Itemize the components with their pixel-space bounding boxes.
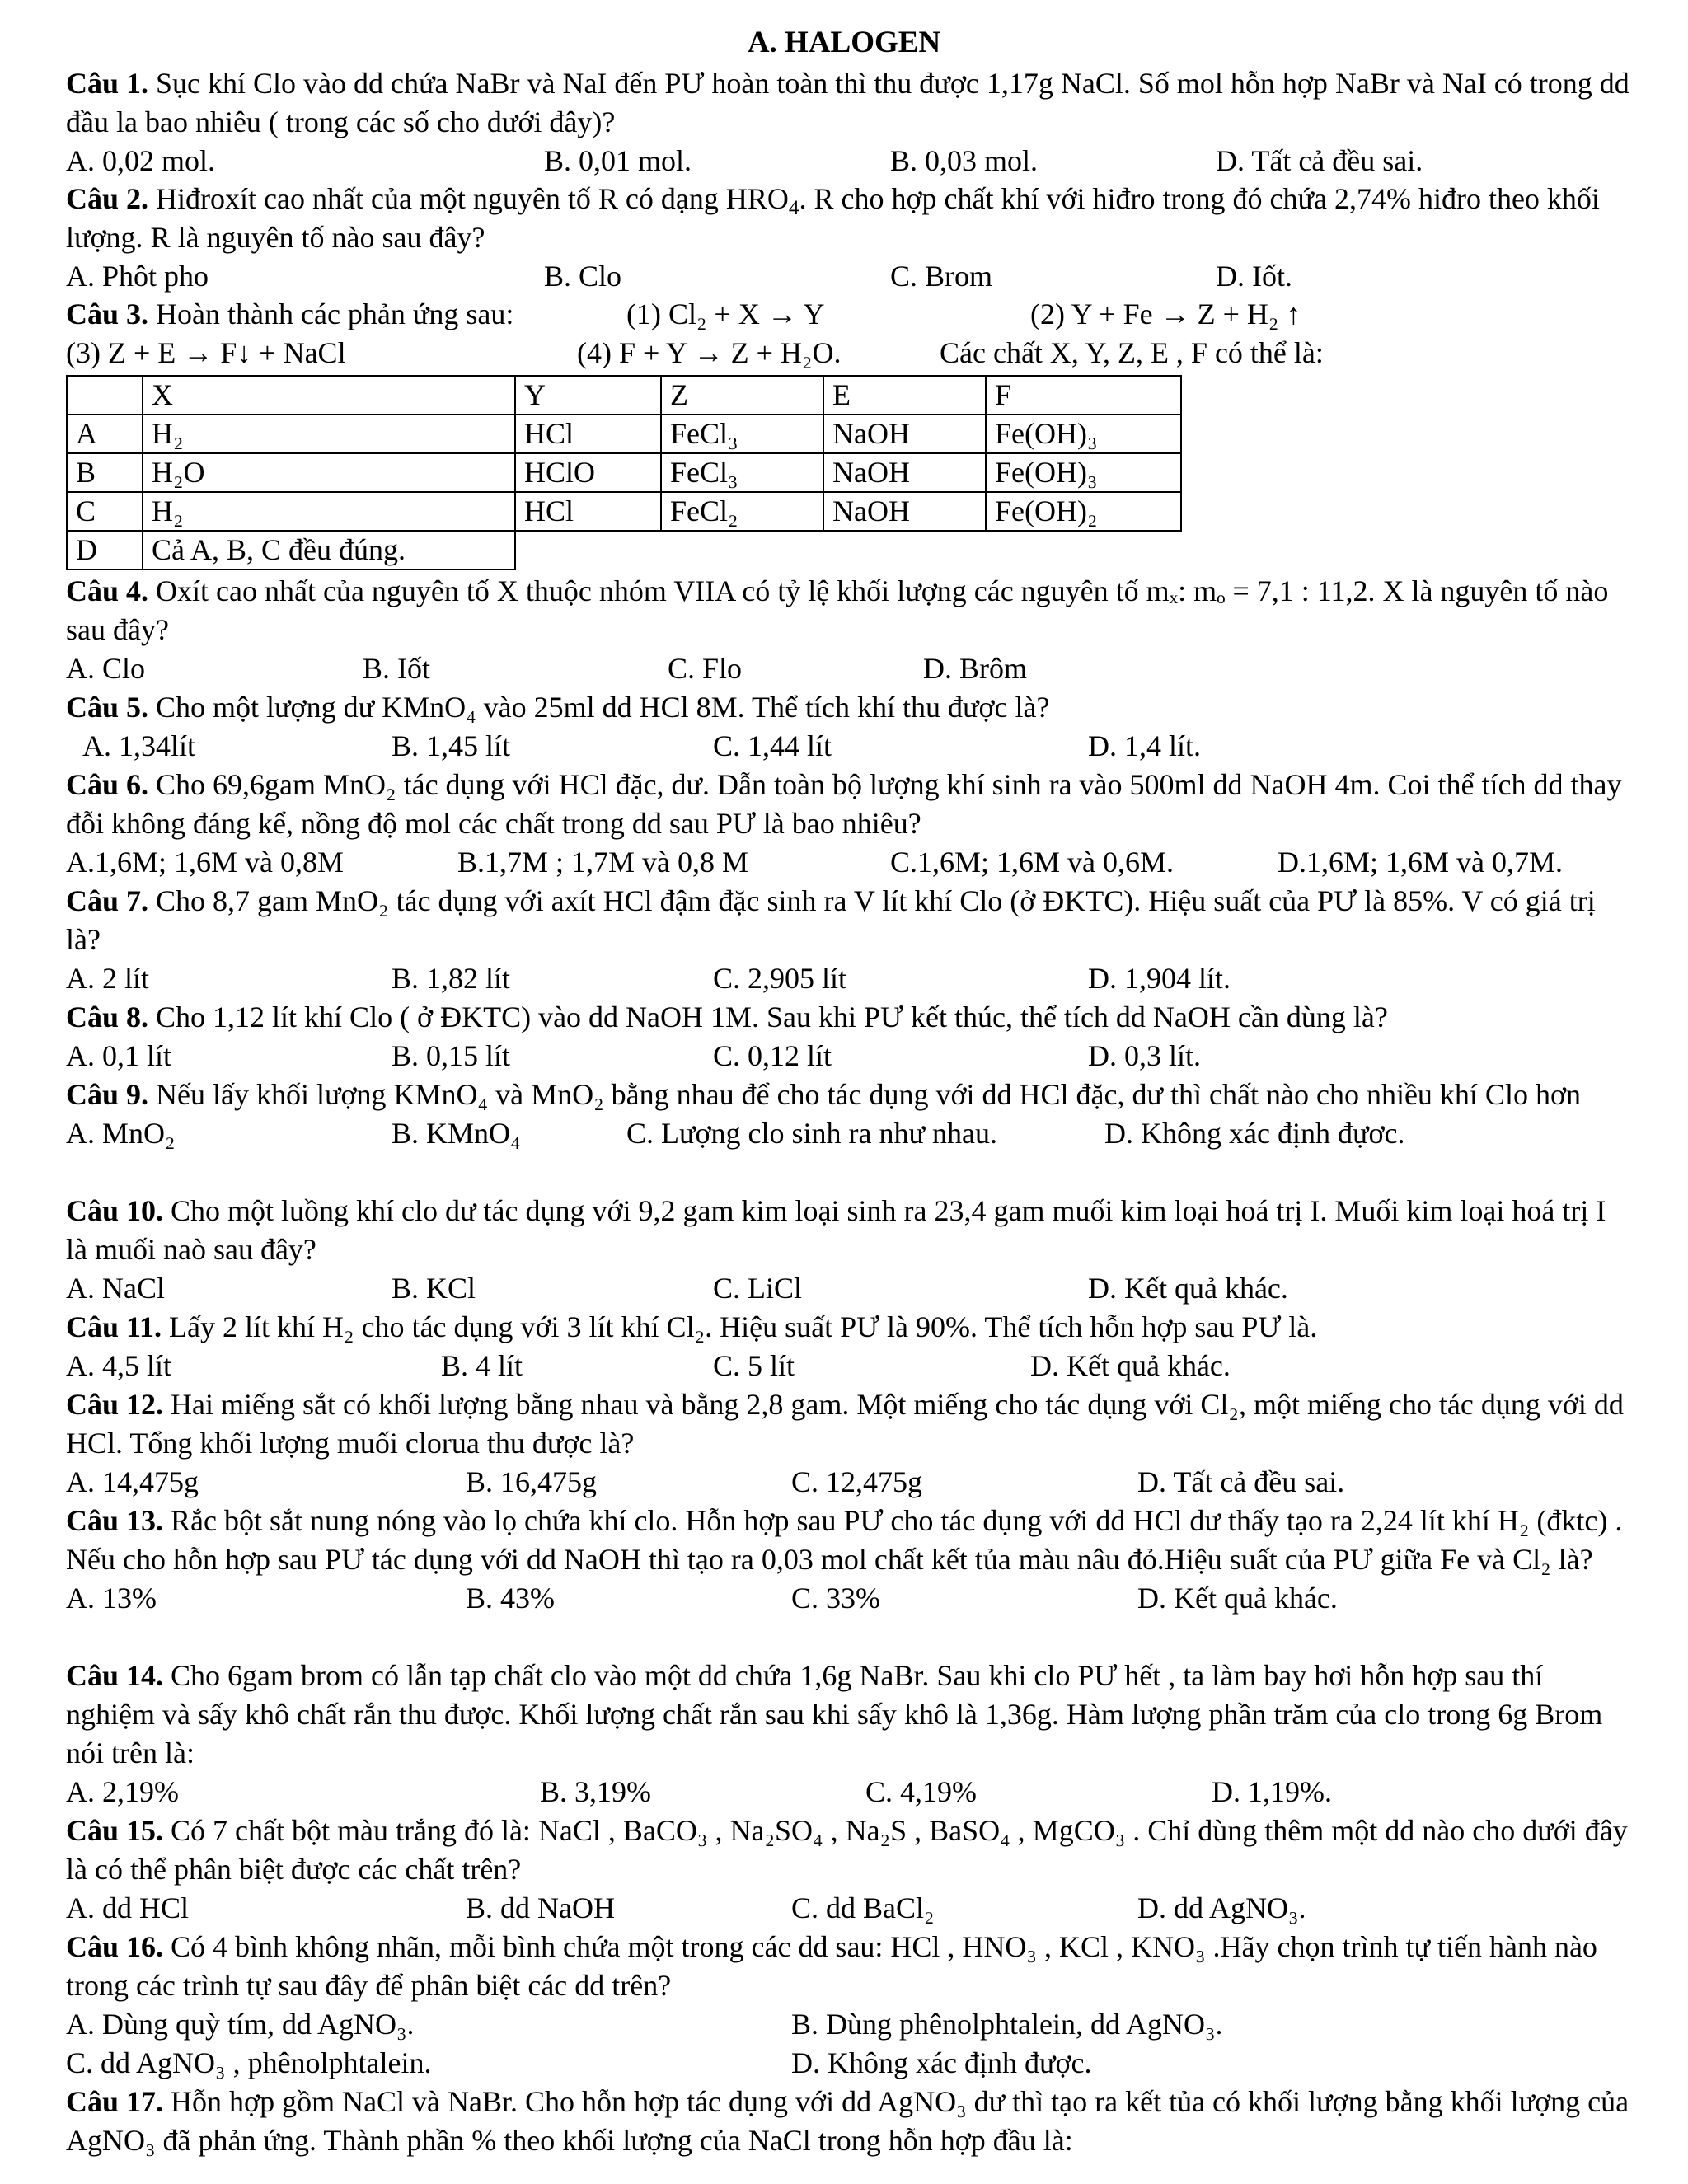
question-label: Câu 6. <box>66 768 149 801</box>
option-a: A. dd HCl <box>66 1891 190 1924</box>
option-c: C. 2,905 lít <box>713 962 847 995</box>
option-c: C. 5 lít <box>713 1349 795 1382</box>
question-body: Nếu lấy khối lượng KMnO₄ và MnO₂ bằng nhau để cho tác dụng với dd HCl đặc, dư thì chất nào cho nhiều khí Clo hơn <box>148 1078 1581 1111</box>
question-10 <box>66 1192 1632 1308</box>
question-17 <box>66 2083 1632 2160</box>
option-a: A. 1,34lít <box>82 729 196 762</box>
question-label: Câu 8. <box>66 1001 149 1033</box>
option-d: D. Không xác định được. <box>791 2046 1092 2079</box>
table-cell: HCl <box>515 415 661 453</box>
question-body-part2: . R cho hợp chất khí với hiđro trong đó chứa 2,74% hiđro theo khối lượng. R là nguyên tố nào sau đây? <box>66 182 1600 254</box>
option-b: B.1,7M ; 1,7M và 0,8 M <box>457 846 749 879</box>
table-cell: B <box>67 453 143 492</box>
table-cell: H₂O <box>143 453 515 492</box>
table-cell: FeCl₂ <box>661 492 823 531</box>
option-b: B. KCl <box>392 1272 476 1305</box>
option-c: C. LiCl <box>713 1272 803 1305</box>
option-c: C. Lượng clo sinh ra như nhau. <box>626 1117 997 1150</box>
table-cell: HCl <box>515 492 661 531</box>
question-body: Có 7 chất bột màu trắng đó là: NaCl , BaCO₃ , Na₂SO₄ , Na₂S , BaSO₄ , MgCO₃ . Chỉ dùng thêm một dd nào cho dưới đây là có thể phân biệt được các chất trên? <box>66 1814 1628 1886</box>
question-body: Cho một luồng khí clo dư tác dụng với 9,2 gam kim loại sinh ra 23,4 gam muối kim loại hoá trị I. Muối kim loại hoá trị I là muối naò sau đây? <box>66 1194 1606 1266</box>
question-3 <box>66 295 1632 373</box>
table-row <box>67 492 1181 531</box>
question-13 <box>66 1502 1632 1618</box>
table-cell: NaOH <box>823 492 986 531</box>
option-a: A. Phôt pho <box>66 260 209 293</box>
answer-options <box>66 1773 1632 1811</box>
table-cell: Fe(OH)₃ <box>986 415 1181 453</box>
option-c: C. 33% <box>791 1582 880 1615</box>
question-text <box>66 2083 1632 2160</box>
option-b: B. 0,01 mol. <box>544 144 692 177</box>
answer-options <box>66 1463 1632 1502</box>
option-b: B. KMnO₄ <box>392 1117 521 1150</box>
question-8 <box>66 998 1632 1076</box>
question-1 <box>66 64 1632 180</box>
option-d: D. dd AgNO₃. <box>1137 1891 1306 1924</box>
question-label: Câu 7. <box>66 884 149 917</box>
option-d: D. 1,4 lít. <box>1088 729 1202 762</box>
question-text <box>66 180 1632 257</box>
option-a: A. 4,5 lít <box>66 1349 172 1382</box>
answer-options <box>66 2044 1632 2083</box>
option-b: B. 43% <box>466 1582 555 1615</box>
option-c: B. 0,03 mol. <box>890 144 1039 177</box>
option-b: B. 1,82 lít <box>392 962 511 995</box>
table-cell: HClO <box>515 453 661 492</box>
question-ask: Các chất X, Y, Z, E , F có thể là: <box>940 336 1324 369</box>
question-text <box>66 1928 1632 2005</box>
option-b: B. 1,45 lít <box>392 729 511 762</box>
question-text <box>66 1657 1632 1773</box>
question-text <box>66 64 1632 142</box>
reaction-3: (3) Z + E → F↓ + NaCl <box>66 336 346 369</box>
option-a: A. MnO₂ <box>66 1117 176 1150</box>
option-c: C.1,6M; 1,6M và 0,6M. <box>890 846 1175 879</box>
question-text <box>66 882 1632 959</box>
answer-options <box>66 1037 1632 1076</box>
answer-options <box>66 1347 1632 1385</box>
option-b: B. dd NaOH <box>466 1891 615 1924</box>
subscript: 4 <box>788 197 799 220</box>
option-a: A. Clo <box>66 652 146 685</box>
question-text <box>66 688 1632 727</box>
table-cell: Cả A, B, C đều đúng. <box>143 531 515 569</box>
option-a: A. 14,475g <box>66 1465 199 1498</box>
question-body: Cho 69,6gam MnO₂ tác dụng với HCl đặc, dư. Dẫn toàn bộ lượng khí sinh ra vào 500ml dd NaOH 4m. Coi thể tích dd thay đỗi không đáng kể, nồng độ mol các chất trong dd sau PƯ là bao nhiêu? <box>66 768 1622 840</box>
option-a: A. 13% <box>66 1582 157 1615</box>
answer-options <box>66 142 1632 180</box>
table-cell: Fe(OH)₂ <box>986 492 1181 531</box>
reaction-1: (1) Cl₂ + X → Y <box>626 298 825 330</box>
table-row <box>67 453 1181 492</box>
option-d: D. 0,3 lít. <box>1088 1039 1202 1072</box>
question-2 <box>66 180 1632 296</box>
option-b: B. 0,15 lít <box>392 1039 511 1072</box>
question-text <box>66 1192 1632 1269</box>
option-d: D. Iốt. <box>1216 260 1292 293</box>
reaction-line-2 <box>66 334 1632 373</box>
option-d: D. Brôm <box>923 652 1027 685</box>
answer-options <box>66 257 1632 296</box>
answer-table <box>66 375 1182 570</box>
question-11 <box>66 1308 1632 1385</box>
option-b: B. 3,19% <box>540 1775 651 1808</box>
option-c: C. 4,19% <box>865 1775 977 1808</box>
option-d: D. Kết quả khác. <box>1088 1272 1288 1305</box>
reaction-line-1 <box>66 295 1632 334</box>
option-a: A. 0,1 lít <box>66 1039 172 1072</box>
option-a: A. Dùng quỳ tím, dd AgNO₃. <box>66 2008 415 2041</box>
option-b: B. Dùng phênolphtalein, dd AgNO₃. <box>791 2008 1223 2041</box>
option-a: A. NaCl <box>66 1272 165 1305</box>
option-a: A.1,6M; 1,6M và 0,8M <box>66 846 345 879</box>
table-row <box>67 531 1181 569</box>
option-c: C. 0,12 lít <box>713 1039 832 1072</box>
option-c: C. Flo <box>668 652 743 685</box>
question-body: Có 4 bình không nhãn, mỗi bình chứa một trong các dd sau: HCl , HNO₃ , KCl , KNO₃ .Hãy chọn trình tự tiến hành nào trong các trình tự sau đây để phân biệt các dd trên? <box>66 1930 1597 2002</box>
question-label: Câu 10. <box>66 1194 164 1227</box>
option-a: A. 2 lít <box>66 962 150 995</box>
answer-options <box>66 843 1632 882</box>
question-label: Câu 15. <box>66 1814 164 1847</box>
question-text <box>66 572 1632 649</box>
option-d: D.1,6M; 1,6M và 0,7M. <box>1278 846 1564 879</box>
answer-options <box>66 1269 1632 1308</box>
answer-options <box>66 959 1632 998</box>
question-body: Cho 1,12 lít khí Clo ( ở ĐKTC) vào dd NaOH 1M. Sau khi PƯ kết thúc, thể tích dd NaOH cần dùng là? <box>148 1001 1388 1033</box>
table-cell: D <box>67 531 143 569</box>
question-16 <box>66 1928 1632 2083</box>
question-body: Lấy 2 lít khí H₂ cho tác dụng với 3 lít khí Cl₂. Hiệu suất PƯ là 90%. Thể tích hỗn hợp sau PƯ là. <box>162 1310 1318 1343</box>
table-cell: FeCl₃ <box>661 415 823 453</box>
answer-options <box>66 1579 1632 1618</box>
question-intro: Hoàn thành các phản ứng sau: <box>148 298 514 330</box>
answer-options <box>66 1114 1632 1153</box>
question-label: Câu 16. <box>66 1930 164 1963</box>
question-label: Câu 1. <box>66 67 149 100</box>
table-header-cell: E <box>823 376 986 415</box>
table-cell: NaOH <box>823 415 986 453</box>
question-15 <box>66 1811 1632 1928</box>
answer-options <box>66 649 1632 688</box>
option-b: B. 16,475g <box>466 1465 598 1498</box>
option-d: D. 1,19%. <box>1212 1775 1332 1808</box>
question-body: Oxít cao nhất của nguyên tố X thuộc nhóm VIIA có tỷ lệ khối lượng các nguyên tố mₓ: mₒ = 7,1 : 11,2. X là nguyên tố nào sau đây? <box>66 574 1609 646</box>
table-header-cell: Y <box>515 376 661 415</box>
option-a: A. 0,02 mol. <box>66 144 216 177</box>
question-body: Hai miếng sắt có khối lượng bằng nhau và bằng 2,8 gam. Một miếng cho tác dụng với Cl₂, một miếng cho tác dụng với dd HCl. Tổng khối lượng muối clorua thu được là? <box>66 1388 1624 1460</box>
option-d: D. Kết quả khác. <box>1030 1349 1231 1382</box>
option-c: C. 1,44 lít <box>713 729 832 762</box>
question-9 <box>66 1076 1632 1153</box>
option-d: D. Tất cả đều sai. <box>1216 144 1423 177</box>
question-body-part1: Hiđroxít cao nhất của một nguyên tố R có dạng HRO <box>148 182 789 215</box>
option-b: B. 4 lít <box>441 1349 523 1382</box>
table-header-cell <box>67 376 143 415</box>
table-cell: H₂ <box>143 492 515 531</box>
answer-options <box>66 1889 1632 1928</box>
option-c: C. Brom <box>890 260 993 293</box>
question-6 <box>66 766 1632 882</box>
question-label: Câu 14. <box>66 1659 164 1692</box>
question-label: Câu 3. <box>66 298 149 330</box>
option-c: C. dd BaCl₂ <box>791 1891 935 1924</box>
reaction-2: (2) Y + Fe → Z + H₂ ↑ <box>1030 298 1301 330</box>
table-cell: FeCl₃ <box>661 453 823 492</box>
table-cell: H₂ <box>143 415 515 453</box>
option-d: D. Kết quả khác. <box>1137 1582 1338 1615</box>
question-text <box>66 1385 1632 1463</box>
option-c: C. 12,475g <box>791 1465 923 1498</box>
table-header-cell: Z <box>661 376 823 415</box>
answer-options <box>66 727 1632 766</box>
table-header-cell: X <box>143 376 515 415</box>
question-body: Rắc bột sắt nung nóng vào lọ chứa khí clo. Hỗn hợp sau PƯ cho tác dụng với dd HCl dư thấy tạo ra 2,24 lít khí H₂ (đktc) . Nếu cho hỗn hợp sau PƯ tác dụng với dd NaOH thì tạo ra 0,03 mol chất kết tủa màu nâu đỏ.Hiệu suất của PƯ giữa Fe và Cl₂ là? <box>66 1504 1623 1576</box>
table-cell: A <box>67 415 143 453</box>
option-c: C. dd AgNO₃ , phênolphtalein. <box>66 2046 432 2079</box>
question-label: Câu 9. <box>66 1078 149 1111</box>
question-text <box>66 1076 1632 1114</box>
question-label: Câu 2. <box>66 182 149 215</box>
question-label: Câu 5. <box>66 691 149 724</box>
page-title: A. HALOGEN <box>747 26 941 59</box>
question-body: Cho 8,7 gam MnO₂ tác dụng với axít HCl đậm đặc sinh ra V lít khí Clo (ở ĐKTC). Hiệu suất của PƯ là 85%. V có giá trị là? <box>66 884 1596 956</box>
question-label: Câu 4. <box>66 574 149 607</box>
question-text <box>66 1308 1632 1347</box>
option-d: D. 1,904 lít. <box>1088 962 1231 995</box>
question-body: Cho 6gam brom có lẫn tạp chất clo vào một dd chứa 1,6g NaBr. Sau khi clo PƯ hết , ta làm bay hơi hỗn hợp sau thí nghiệm và sấy khô chất rắn thu được. Khối lượng chất rắn sau khi sấy khô là 1,36g. Hàm lượng phần trăm của clo trong 6g Brom nói trên là: <box>66 1659 1603 1769</box>
question-7 <box>66 882 1632 998</box>
question-text <box>66 998 1632 1037</box>
question-text <box>66 766 1632 843</box>
reaction-4: (4) F + Y → Z + H₂O. <box>577 336 842 369</box>
question-label: Câu 12. <box>66 1388 164 1421</box>
question-5 <box>66 688 1632 766</box>
question-label: Câu 11. <box>66 1310 162 1343</box>
question-text <box>66 1811 1632 1889</box>
table-cell: NaOH <box>823 453 986 492</box>
question-text <box>66 1502 1632 1579</box>
option-b: B. Clo <box>544 260 622 293</box>
option-d: D. Tất cả đều sai. <box>1137 1465 1345 1498</box>
table-header-cell: F <box>986 376 1181 415</box>
question-12 <box>66 1385 1632 1502</box>
question-4 <box>66 572 1632 688</box>
question-14 <box>66 1657 1632 1811</box>
question-body: Hỗn hợp gồm NaCl và NaBr. Cho hỗn hợp tác dụng với dd AgNO₃ dư thì tạo ra kết tủa có khối lượng bằng khối lượng của AgNO₃ đã phản ứng. Thành phần % theo khối lượng của NaCl trong hỗn hợp đầu là: <box>66 2085 1629 2157</box>
table-row <box>67 415 1181 453</box>
question-body: Cho một lượng dư KMnO₄ vào 25ml dd HCl 8M. Thể tích khí thu được là? <box>148 691 1050 724</box>
question-body: Sục khí Clo vào dd chứa NaBr và NaI đến PƯ hoàn toàn thì thu được 1,17g NaCl. Số mol hỗn hợp NaBr và NaI có trong dd đầu la bao nhiêu ( trong các số cho dưới đây)? <box>66 67 1629 138</box>
option-a: A. 2,19% <box>66 1775 179 1808</box>
table-cell: C <box>67 492 143 531</box>
table-cell: Fe(OH)₃ <box>986 453 1181 492</box>
option-b: B. Iốt <box>363 652 431 685</box>
table-header-row <box>67 376 1181 415</box>
question-label: Câu 13. <box>66 1504 164 1537</box>
question-label: Câu 17. <box>66 2085 164 2118</box>
answer-options <box>66 2005 1632 2044</box>
option-d: D. Không xác định đựơc. <box>1104 1117 1405 1150</box>
